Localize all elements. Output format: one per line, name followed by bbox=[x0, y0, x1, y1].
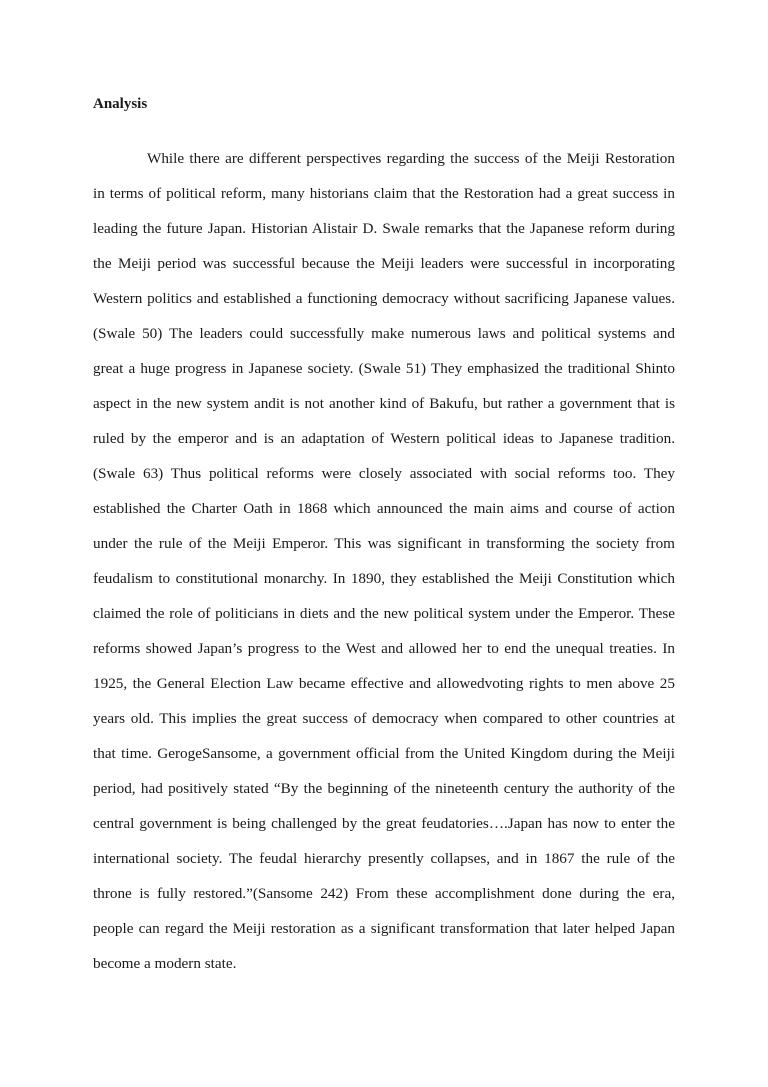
paragraph-line: aspect in the new system andit is not another kind of Bakufu, but rather a government that is bbox=[93, 395, 675, 412]
paragraph-line: feudalism to constitutional monarchy. In 1890, they established the Meiji Constitution which bbox=[93, 570, 675, 587]
paragraph-line: period, had positively stated “By the beginning of the nineteenth century the authority of the bbox=[93, 780, 675, 797]
paragraph-line: 1925, the General Election Law became effective and allowedvoting rights to men above 25 bbox=[93, 675, 675, 692]
paragraph-line: (Swale 63) Thus political reforms were closely associated with social reforms too. They bbox=[93, 465, 675, 482]
paragraph-line: throne is fully restored.”(Sansome 242) From these accomplishment done during the era, bbox=[93, 885, 675, 902]
paragraph-line: While there are different perspectives regarding the success of the Meiji Restoration bbox=[147, 150, 675, 167]
paragraph-line: established the Charter Oath in 1868 which announced the main aims and course of action bbox=[93, 500, 675, 517]
paragraph-line: international society. The feudal hierarchy presently collapses, and in 1867 the rule of the bbox=[93, 850, 675, 867]
paragraph-line: Western politics and established a functioning democracy without sacrificing Japanese values. bbox=[93, 290, 675, 307]
paragraph-line: central government is being challenged by the great feudatories….Japan has now to enter the bbox=[93, 815, 675, 832]
paragraph-line: reforms showed Japan’s progress to the West and allowed her to end the unequal treaties. In bbox=[93, 640, 675, 657]
paragraph-line: years old. This implies the great success of democracy when compared to other countries at bbox=[93, 710, 675, 727]
paragraph-line: claimed the role of politicians in diets and the new political system under the Emperor. These bbox=[93, 605, 675, 622]
paragraph-line: great a huge progress in Japanese society. (Swale 51) They emphasized the traditional Shinto bbox=[93, 360, 675, 377]
paragraph-line: people can regard the Meiji restoration as a significant transformation that later helped Japan bbox=[93, 920, 675, 937]
paragraph-line: ruled by the emperor and is an adaptation of Western political ideas to Japanese tradition. bbox=[93, 430, 675, 447]
paragraph-line: that time. GerogeSansome, a government official from the United Kingdom during the Meiji bbox=[93, 745, 675, 762]
paragraph-line: the Meiji period was successful because the Meiji leaders were successful in incorporating bbox=[93, 255, 675, 272]
paragraph-line: (Swale 50) The leaders could successfully make numerous laws and political systems and bbox=[93, 325, 675, 342]
section-heading: Analysis bbox=[93, 96, 148, 112]
analysis-paragraph bbox=[93, 149, 675, 989]
paragraph-line: become a modern state. bbox=[93, 955, 237, 972]
paragraph-line: in terms of political reform, many historians claim that the Restoration had a great success in bbox=[93, 185, 675, 202]
paragraph-line: leading the future Japan. Historian Alistair D. Swale remarks that the Japanese reform during bbox=[93, 220, 675, 237]
paragraph-line: under the rule of the Meiji Emperor. This was significant in transforming the society from bbox=[93, 535, 675, 552]
